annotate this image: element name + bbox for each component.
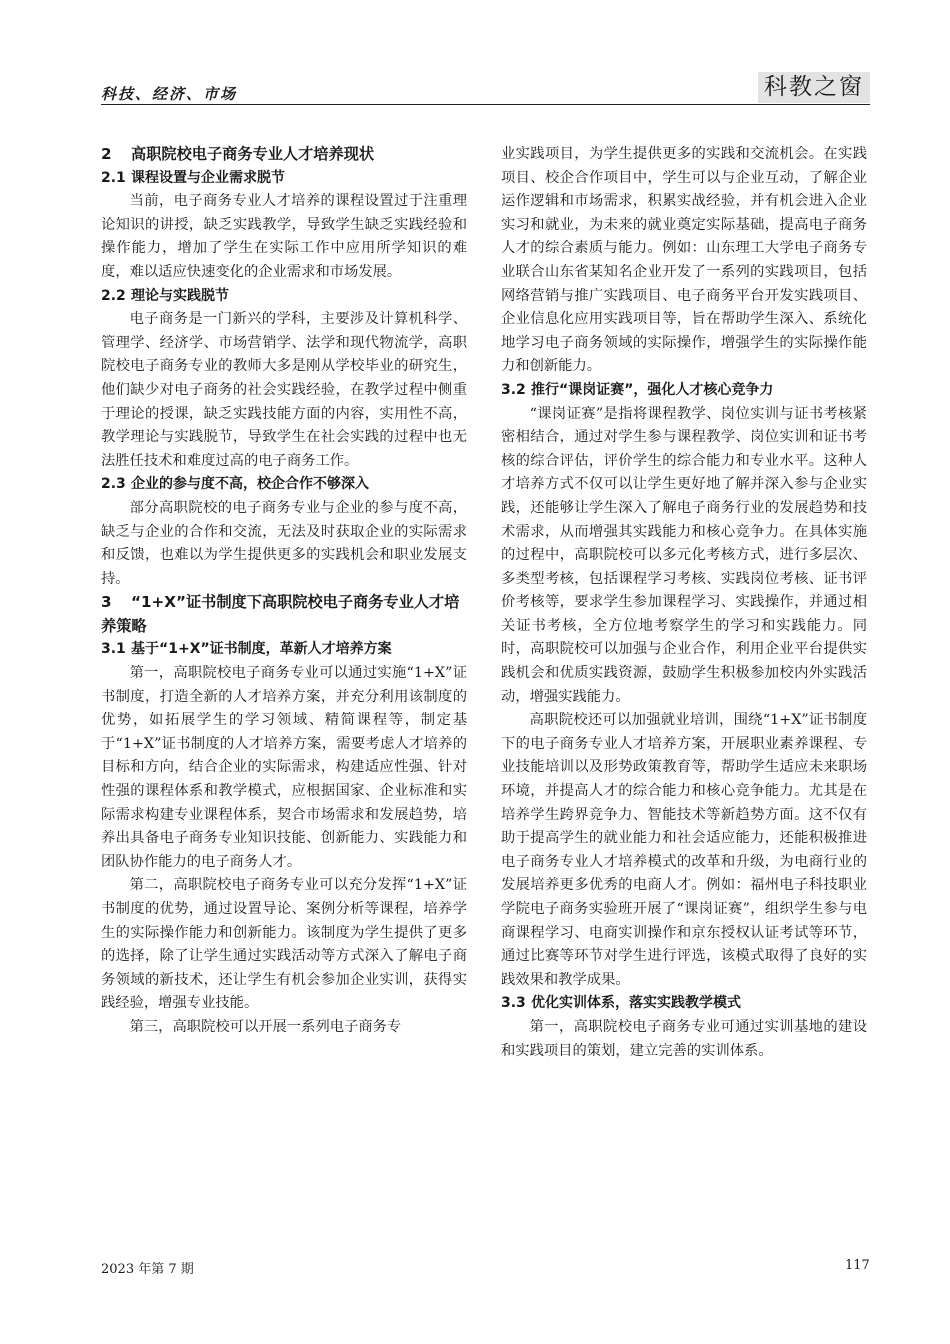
section-3-heading bbox=[101, 591, 467, 638]
section-title: 基于“1+X”证书制度，革新人才培养方案 bbox=[131, 641, 392, 658]
issue-label: 2023 年第 7 期 bbox=[101, 1262, 194, 1277]
section-3-2-heading bbox=[501, 379, 867, 403]
section-number: 2.1 bbox=[101, 169, 126, 186]
paragraph: 第一，高职院校电子商务专业可以通过实施“1+X”证书制度，打造全新的人才培养方案，并充分利用该制度的优势，如拓展学生的学习领域、精简课程等，制定基于“1+X”证书制度的人才培养方案，需要考虑人才培养的目标和方向，结合企业的实际需求，构建适应性强、针对性强的课程体系和教学模式，应根据国家、企业标准和实际需求构建专业课程体系，契合市场需求和发展趋势，培养出具备电子商务专业知识技能、创新能力、实践能力和团队协作能力的电子商务人才。 bbox=[101, 665, 467, 870]
section-title: “1+X”证书制度下高职院校电子商务专业人才培养策略 bbox=[101, 593, 460, 635]
section-3-3-heading bbox=[501, 992, 867, 1016]
section-number: 2.3 bbox=[101, 476, 126, 493]
paragraph: 部分高职院校的电子商务专业与企业的参与度不高，缺乏与企业的合作和交流，无法及时获取企业的实际需求和反馈，也难以为学生提供更多的实践机会和职业发展支持。 bbox=[101, 499, 467, 587]
header-divider bbox=[101, 104, 870, 105]
column-badge: 科教之窗 bbox=[758, 72, 870, 103]
section-number: 3 bbox=[101, 593, 112, 612]
paragraph: 第二，高职院校电子商务专业可以充分发挥“1+X”证书制度的优势，通过设置导论、案例分析等课程，培养学生的实际操作能力和创新能力。该制度为学生提供了更多的选择，除了让学生通过实践活动等方式深入了解电子商务领域的新技术，还让学生有机会参加企业实训，获得实践经验，增强专业技能。 bbox=[101, 877, 467, 1012]
section-2-2-heading bbox=[101, 285, 467, 309]
paragraph: 高职院校还可以加强就业培训，围绕“1+X”证书制度下的电子商务专业人才培养方案，开展职业素养课程、专业技能培训以及形势政策教育等，帮助学生适应未来职场环境，并提高人才的综合能力和核心竞争能力。尤其是在培养学生跨界竞争力、智能技术等新趋势方面。这不仅有助于提高学生的就业能力和社会适应能力，还能积极推进电子商务专业人才培养模式的改革和升级，为电商行业的发展培养更多优秀的电商人才。例如：福州电子科技职业学院电子商务实验班开展了“课岗证赛”，组织学生参与电商课程学习、电商实训操作和京东授权认证考试等环节，通过比赛等环节对学生进行评选，该模式取得了良好的实践效果和教学成果。 bbox=[501, 712, 867, 988]
section-number: 2 bbox=[101, 145, 112, 163]
section-2-3-heading bbox=[101, 473, 467, 497]
paragraph: “课岗证赛”是指将课程教学、岗位实训与证书考核紧密相结合，通过对学生参与课程教学、岗位实训和证书考核的综合评估，评价学生的综合能力和专业水平。这种人才培养方式不仅可以让学生更好地了解并深入参与企业实践，还能够让学生深入了解电子商务行业的发展趋势和技术需求，从而增强其实践能力和核心竞争力。在具体实施的过程中，高职院校可以多元化考核方式，进行多层次、多类型考核，包括课程学习考核、实践岗位考核、证书评价考核等，要求学生参加课程学习、实践操作，并通过相关证书考核，全方位地考察学生的学习和实践能力。同时，高职院校可以加强与企业合作，利用企业平台提供实践机会和优质实践资源，鼓励学生积极参加校内外实践活动，增强实践能力。 bbox=[501, 405, 867, 705]
paragraph: 第三，高职院校可以开展一系列电子商务专 bbox=[129, 1018, 402, 1035]
section-2-heading bbox=[101, 143, 467, 167]
section-number: 3.2 bbox=[501, 381, 526, 398]
paragraph: 电子商务是一门新兴的学科，主要涉及计算机科学、管理学、经济学、市场营销学、法学和现代物流学，高职院校电子商务专业的教师大多是刚从学校毕业的研究生，他们缺少对电子商务的社会实践经验，在教学过程中侧重于理论的授课，缺乏实践技能方面的内容，实用性不高，教学理论与实践脱节，导致学生在社会实践的过程中也无法胜任技术和难度过高的电子商务工作。 bbox=[101, 311, 467, 469]
section-3-1-heading bbox=[101, 638, 467, 662]
section-title: 课程设置与企业需求脱节 bbox=[131, 169, 285, 186]
section-title: 推行“课岗证赛”，强化人才核心竞争力 bbox=[531, 381, 774, 398]
section-title: 高职院校电子商务专业人才培养现状 bbox=[131, 145, 374, 163]
section-number: 3.1 bbox=[101, 641, 126, 658]
section-title: 理论与实践脱节 bbox=[131, 287, 229, 304]
section-number: 3.3 bbox=[501, 995, 526, 1012]
page-number: 117 bbox=[845, 1258, 870, 1273]
running-header-left: 科技、经济、市场 bbox=[101, 85, 238, 103]
right-column bbox=[501, 143, 867, 1063]
section-number: 2.2 bbox=[101, 287, 126, 304]
left-column bbox=[101, 143, 467, 1040]
section-title: 企业的参与度不高，校企合作不够深入 bbox=[131, 476, 369, 493]
paragraph: 第一，高职院校电子商务专业可通过实训基地的建设和实践项目的策划，建立完善的实训体系。 bbox=[501, 1018, 867, 1059]
paragraph-continued: 业实践项目，为学生提供更多的实践和交流机会。在实践项目、校企合作项目中，学生可以与企业互动，了解企业运作逻辑和市场需求，积累实战经验，并有机会进入企业实习和就业，为未来的就业奠定实际基础，提高电子商务人才的综合素质与能力。例如：山东理工大学电子商务专业联合山东省某知名企业开发了一系列的实践项目，包括网络营销与推广实践项目、电子商务平台开发实践项目、企业信息化应用实践项目等，旨在帮助学生深入、系统化地学习电子商务领域的实际操作，增强学生的实际操作能力和创新能力。 bbox=[501, 146, 867, 375]
section-2-1-heading bbox=[101, 167, 467, 191]
section-title: 优化实训体系，落实实践教学模式 bbox=[531, 995, 741, 1012]
paragraph: 当前，电子商务专业人才培养的课程设置过于注重理论知识的讲授，缺乏实践教学，导致学生缺乏实践经验和操作能力，增加了学生在实际工作中应用所学知识的难度，难以适应快速变化的企业需求和市场发展。 bbox=[101, 193, 467, 280]
